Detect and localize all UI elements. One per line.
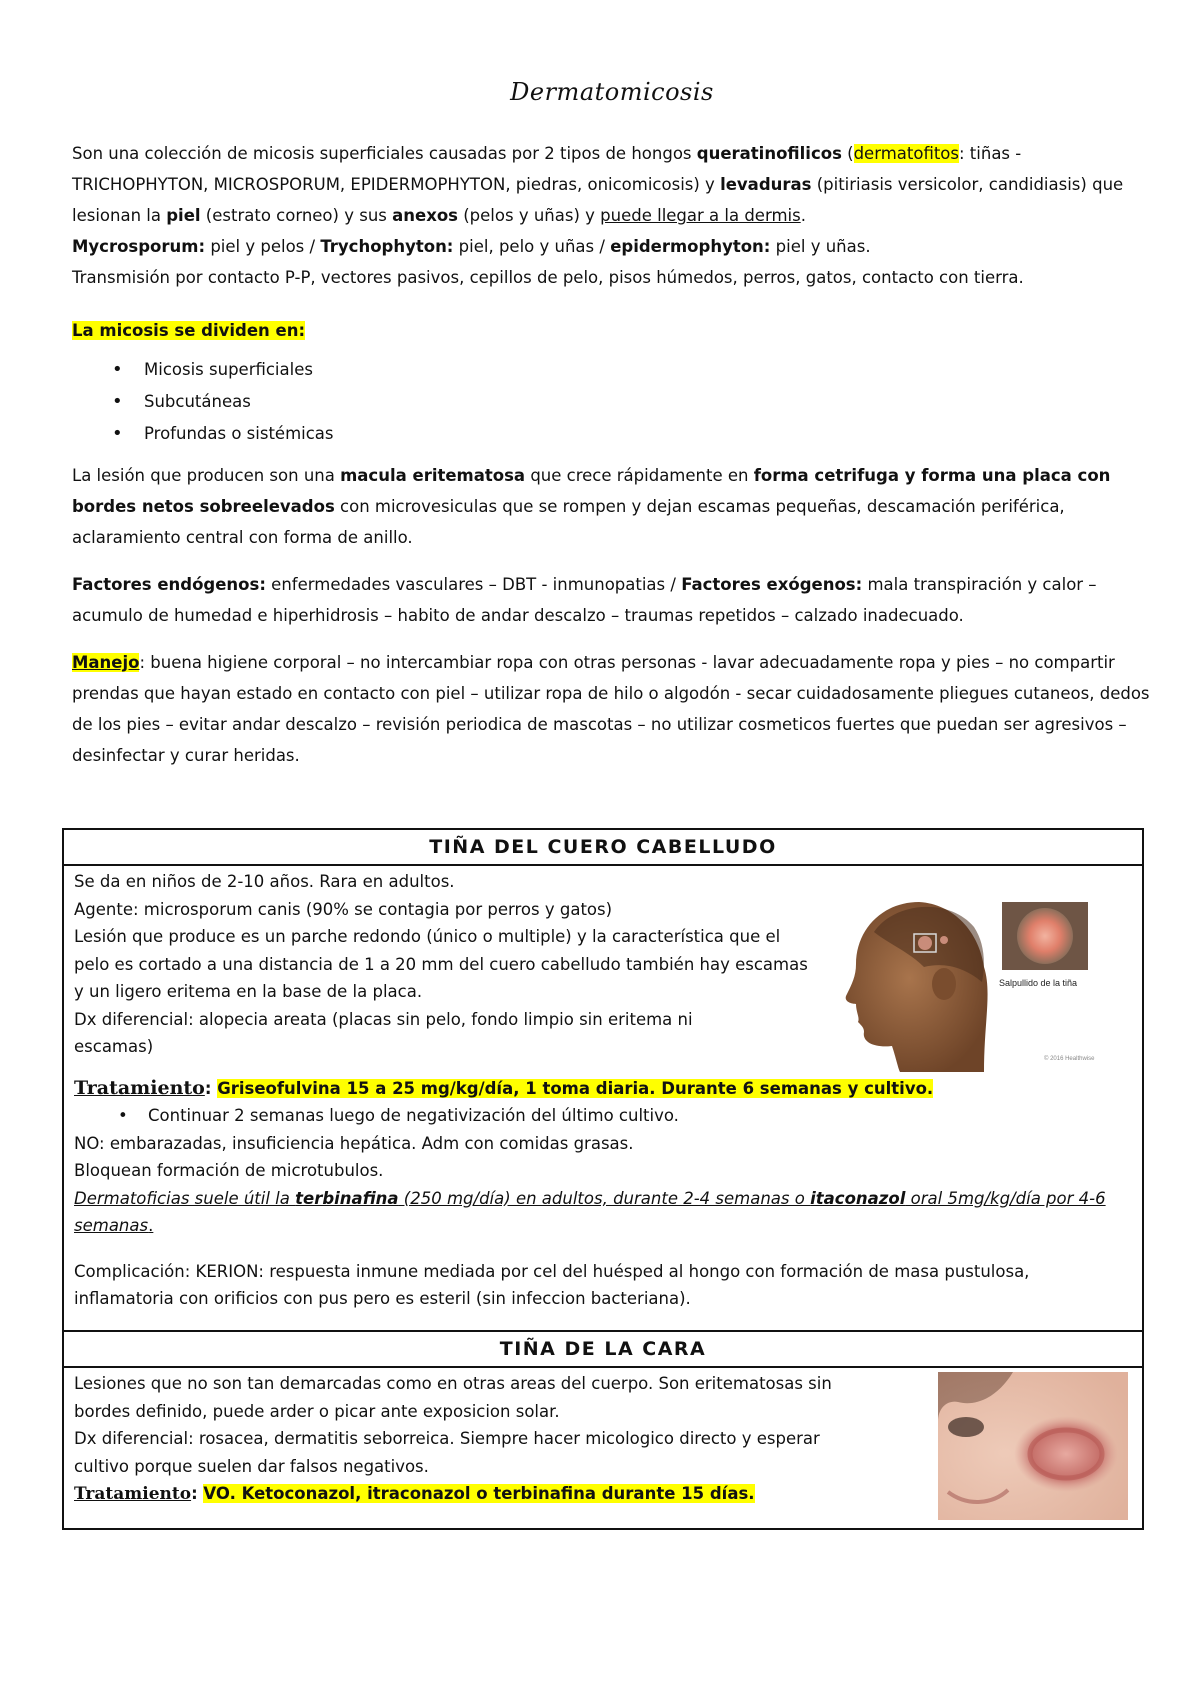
document-title: Dermatomicosis	[510, 78, 714, 106]
manejo-paragraph: Manejo: buena higiene corporal – no intercambiar ropa con otras personas - lavar adecuadamente ropa y pies – no compartir prendas que hayan estado en contacto con piel – utilizar ropa de hilo o algodón - secar cuidadosamente pliegues cutaneos, dedos de los pies – evitar andar descalzo – revisión periodica de mascotas – no utilizar cosmeticos fuertes que puedan ser agresivos – desinfectar y curar heridas.	[72, 653, 1150, 765]
factors-paragraph: Factores endógenos: enfermedades vasculares – DBT - inmunopatias / Factores exógenos: mala transpiración y calor – acumulo de humedad e hiperhidrosis – habito de andar descalzo – traumas repetidos – calzado inadecuado.	[72, 575, 1097, 625]
divide-label: La micosis se dividen en:	[72, 321, 306, 340]
list-item: • Subcutáneas	[144, 386, 1152, 418]
intro-paragraph-3: Transmisión por contacto P-P, vectores pasivos, cepillos de pelo, pisos húmedos, perros, gatos, contacto con tierra.	[72, 268, 1024, 287]
list-item: • Continuar 2 semanas luego de negativización del último cultivo.	[148, 1102, 1132, 1130]
highlight-dermatofitos: dermatofitos	[853, 144, 959, 163]
list-item: • Micosis superficiales	[144, 354, 1152, 386]
treatment-line: Tratamiento: VO. Ketoconazol, itraconazol o terbinafina durante 15 días.	[74, 1484, 755, 1504]
differential-line: Dx diferencial: alopecia areata (placas sin pelo, fondo limpio sin eritema ni escamas)	[74, 1009, 693, 1056]
intro-section	[72, 138, 1152, 771]
child-head-illustration	[834, 872, 1124, 1072]
box-body	[64, 1368, 1142, 1509]
complication-line: Complicación: KERION: respuesta inmune mediada por cel del huésped al hongo con formación de masa pustulosa, inflamatoria con orificios con pus pero es esteril (sin infeccion bacteriana).	[74, 1261, 1030, 1308]
list-item: • Profundas o sistémicas	[144, 418, 1152, 450]
intro-paragraph-1: Son una colección de micosis superficiales causadas por 2 tipos de hongos queratinofilicos (dermatofitos: tiñas - TRICHOPHYTON, MICROSPORUM, EPIDERMOPHYTON, piedras, onicomicosis) y levaduras (pitiriasis versicolor, candidiasis) que lesionan la piel (estrato corneo) y sus anexos (pelos y uñas) y puede llegar a la dermis.	[72, 144, 1124, 225]
illustration-caption: Salpullido de la tiña	[999, 978, 1078, 988]
contraindication-line: NO: embarazadas, insuficiencia hepática. Adm con comidas grasas.	[74, 1133, 634, 1153]
box-body	[64, 866, 1142, 1313]
treatment-line: Tratamiento: Griseofulvina 15 a 25 mg/kg/día, 1 toma diaria. Durante 6 semanas y cultivo.	[74, 1076, 934, 1099]
differential-line: Dx diferencial: rosacea, dermatitis seborreica. Siempre hacer micologico directo y esperar cultivo porque suelen dar falsos negativos.	[74, 1429, 820, 1476]
agent-line: Agente: microsporum canis (90% se contagia por perros y gatos)	[74, 899, 613, 919]
age-line: Se da en niños de 2-10 años. Rara en adultos.	[74, 872, 455, 891]
tinea-faciei-box	[62, 1330, 1144, 1530]
lesion-paragraph: La lesión que producen son una macula eritematosa que crece rápidamente en forma cetrifuga y forma una placa con bordes netos sobreelevados con microvesiculas que se rompen y dejan escamas pequeñas, descamación periférica, aclaramiento central con forma de anillo.	[72, 466, 1111, 547]
lesion-line: Lesión que produce es un parche redondo (único o multiple) y la característica que el pelo es cortado a una distancia de 1 a 20 mm del cuero cabelludo también hay escamas y un ligero eritema en la base de la placa.	[74, 927, 808, 1001]
illustration-credit: © 2016 Healthwise	[1044, 1056, 1095, 1062]
description-line: Lesiones que no son tan demarcadas como en otras areas del cuerpo. Son eritematosas sin bordes definido, puede arder o picar ante exposicion solar.	[74, 1374, 832, 1421]
division-list	[72, 354, 1152, 450]
mechanism-line: Bloquean formación de microtubulos.	[74, 1161, 384, 1180]
treatment-bullets	[74, 1102, 1132, 1130]
tinea-capitis-box	[62, 828, 1144, 1332]
intro-paragraph-2: Mycrosporum: piel y pelos / Trychophyton: piel, pelo y uñas / epidermophyton: piel y uñas.	[72, 237, 871, 256]
child-face-photo	[938, 1372, 1128, 1520]
alternative-treatment-line: Dermatoficias suele útil la terbinafina (250 mg/día) en adultos, durante 2-4 semanas o itaconazol oral 5mg/kg/día por 4-6 semanas.	[74, 1188, 1106, 1235]
box-title: TIÑA DEL CUERO CABELLUDO	[64, 830, 1142, 866]
box-title: TIÑA DE LA CARA	[64, 1332, 1142, 1368]
